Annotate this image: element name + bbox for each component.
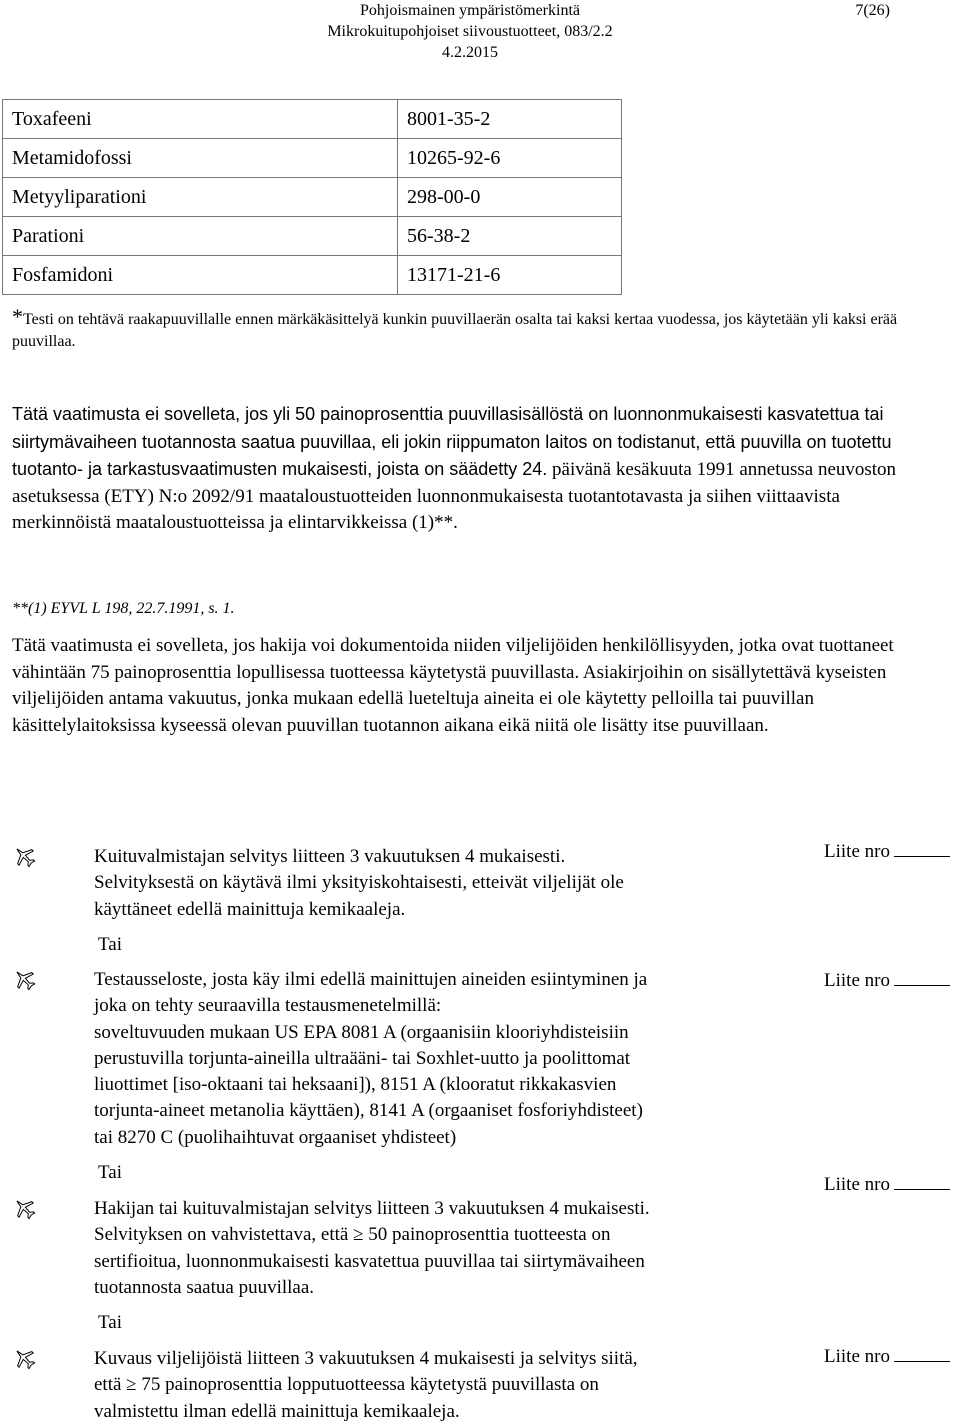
footnote-text: Testi on tehtävä raakapuuvillalle ennen märkäkäsittelyä kunkin puuvillaerän osalta tai kaksi kertaa vuodessa, jos käytetään yli kaksi erää puuvillaa. — [12, 311, 898, 350]
item-text — [94, 1196, 794, 1301]
item-line: Kuvaus viljelijöistä liitteen 3 vakuutuksen 4 mukaisesti ja selvitys siitä, — [94, 1348, 638, 1369]
footnote-star: * — [12, 304, 23, 329]
item-text — [94, 1346, 794, 1425]
substance-name: Parationi — [3, 217, 398, 256]
or-separator: Tai — [98, 1312, 122, 1333]
item-line: liuottimet [iso-oktaani tai heksaani]), 8151 A (klooratut rikkakasvien — [94, 1074, 617, 1096]
item-line: Hakijan tai kuituvalmistajan selvitys liitteen 3 vakuutuksen 4 mukaisesti. — [94, 1198, 650, 1219]
appendix-blank[interactable] — [894, 838, 950, 857]
item-line: sertifioitua, luonnonmukaisesti kasvatettua puuvillaa tai siirtymävaiheen — [94, 1250, 645, 1272]
appendix-number-field[interactable] — [824, 967, 950, 994]
appendix-blank[interactable] — [894, 1343, 950, 1362]
exemption-paragraph-2: Tätä vaatimusta ei sovelleta, jos hakija voi dokumentoida niiden viljelijöiden henkilöllisyyden, jotka ovat tuottaneet vähintään 75 painoprosenttia lopullisessa tuotteessa käytetystä puuvillasta. Asiakirjoihin on sisällytettävä kyseisten viljelijöiden antama vakuutus, jonka mukaan edellä lueteltuja aineita ei ole käytetty pelloilla tai puuvillan käsittelylaitoksissa kyseessä olevan puuvillan tuotannon aikana eikä niitä ole lisätty itse puuvillaan. — [12, 635, 894, 736]
appendix-blank[interactable] — [894, 967, 950, 986]
appendix-blank[interactable] — [894, 1171, 950, 1190]
airplane-icon — [12, 1196, 36, 1220]
appendix-number-field[interactable] — [824, 838, 950, 865]
substance-name: Fosfamidoni — [3, 256, 398, 295]
item-line: tuotannosta saatua puuvillaa. — [94, 1276, 315, 1298]
item-line: Testausseloste, josta käy ilmi edellä mainittujen aineiden esiintyminen ja — [94, 969, 648, 990]
table-footnote — [12, 306, 942, 353]
item-line: joka on tehty seuraavilla testausmenetelmillä: — [94, 995, 442, 1017]
airplane-icon — [12, 844, 36, 868]
or-separator: Tai — [98, 1162, 122, 1183]
table-row — [3, 217, 622, 256]
table-row — [3, 256, 622, 295]
airplane-icon — [12, 1346, 36, 1370]
header-title: Pohjoismainen ympäristömerkintä — [360, 2, 580, 19]
item-line: että ≥ 75 painoprosenttia lopputuotteessa käytetystä puuvillasta on — [94, 1374, 599, 1396]
header-subtitle: Mikrokuitupohjoiset siivoustuotteet, 083/2.2 — [327, 23, 613, 40]
exemption-text-serif: päivänä kesäkuuta 1991 annetussa neuvoston asetuksessa (ETY) N:o 2092/91 maataloustuotteiden luonnonmukaisesta tuotantotavasta ja siihen viittaavista merkinnöistä maataloustuotteissa ja elintarvikkeissa (1)**. — [12, 459, 897, 534]
appendix-label: Liite nro — [824, 1174, 890, 1195]
substance-name: Metyyliparationi — [3, 178, 398, 217]
cas-number: 13171-21-6 — [398, 256, 622, 295]
item-line: tai 8270 C (puolihaihtuvat orgaaniset yhdisteet) — [94, 1126, 457, 1148]
item-line: torjunta-aineet metanolia käyttäen), 8141 A (orgaaniset fosforiyhdisteet) — [94, 1100, 643, 1122]
item-text — [94, 844, 794, 923]
exemption-text-sans: Tätä vaatimusta ei sovelleta, jos yli 50 painoprosenttia puuvillasisällöstä on luonnonmukaisesti kasvatettua tai siirtymävaiheen tuotannosta saatua puuvillaa, eli jokin riippumaton laitos on todistanut, että puuvilla on tuotettu tuotanto- ja tarkastusvaatimusten mukaisesti, joista on säädetty 24. — [12, 404, 892, 480]
substances-table — [2, 99, 622, 295]
table-row — [3, 139, 622, 178]
item-line: perustuvilla torjunta-aineilla ultraääni- tai Soxhlet-uutto ja poolittomat — [94, 1047, 631, 1069]
airplane-icon — [12, 967, 36, 991]
table-row — [3, 178, 622, 217]
page-header — [0, 0, 960, 64]
appendix-label: Liite nro — [824, 970, 890, 991]
appendix-number-field[interactable] — [824, 1171, 950, 1198]
item-line: Selvityksestä on käytävä ilmi yksityiskohtaisesti, etteivät viljelijät ole — [94, 872, 624, 894]
regulation-reference: **(1) EYVL L 198, 22.7.1991, s. 1. — [12, 600, 235, 617]
appendix-number-field[interactable] — [824, 1343, 950, 1370]
item-line: Selvityksen on vahvistettava, että ≥ 50 painoprosenttia tuotteesta on — [94, 1224, 611, 1246]
appendix-label: Liite nro — [824, 1346, 890, 1367]
item-line: valmistettu ilman edellä mainittuja kemikaaleja. — [94, 1400, 460, 1422]
item-line: soveltuvuuden mukaan US EPA 8081 A (orgaanisiin klooriyhdisteisiin — [94, 1021, 629, 1043]
appendix-label: Liite nro — [824, 841, 890, 862]
or-separator: Tai — [98, 934, 122, 955]
exemption-paragraph-1 — [12, 401, 942, 537]
item-text — [94, 967, 794, 1151]
item-line: Kuituvalmistajan selvitys liitteen 3 vakuutuksen 4 mukaisesti. — [94, 846, 566, 867]
cas-number: 10265-92-6 — [398, 139, 622, 178]
cas-number: 298-00-0 — [398, 178, 622, 217]
item-line: käyttäneet edellä mainittuja kemikaaleja. — [94, 898, 406, 920]
page-number: 7(26) — [855, 2, 890, 19]
cas-number: 56-38-2 — [398, 217, 622, 256]
substance-name: Toxafeeni — [3, 100, 398, 139]
header-date: 4.2.2015 — [442, 44, 498, 61]
cas-number: 8001-35-2 — [398, 100, 622, 139]
table-row — [3, 100, 622, 139]
substance-name: Metamidofossi — [3, 139, 398, 178]
